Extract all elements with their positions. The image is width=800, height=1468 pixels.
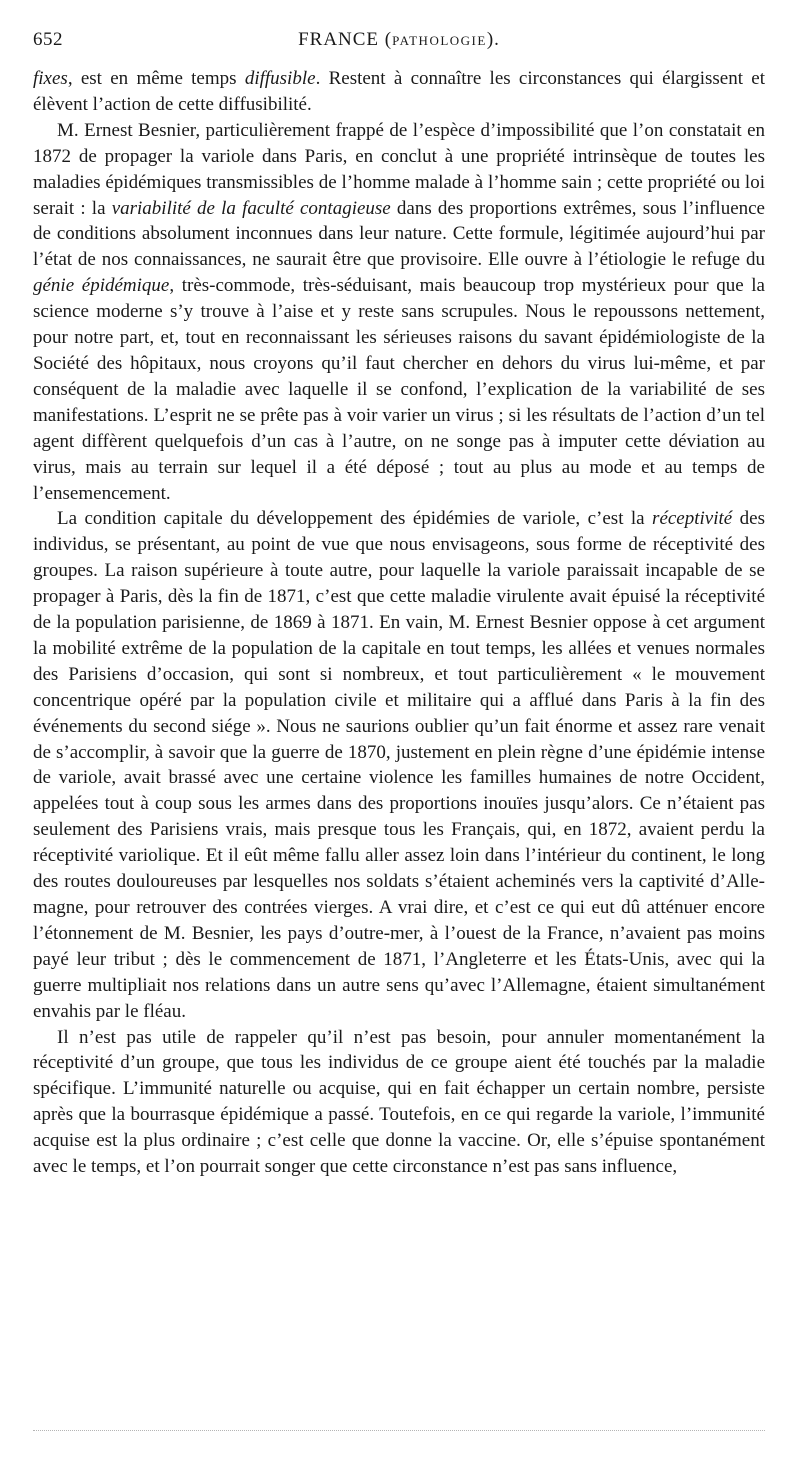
running-head-subtitle: PATHOLOGIE [392,33,487,48]
italic-text-run: variabilité de la faculté contagieuse [111,197,391,219]
document-page [33,28,765,1180]
text-run: Il n’est pas utile de rappeler qu’il n’est pas besoin, pour annuler momentanément la réceptivité d’un groupe, que tous les individus de ce groupe aient été touchés par la maladie spécifique. L’immunité naturelle ou acquise, qui en fait échapper un certain nombre, persiste après que la bourrasque épidémique a passé. Toutefois, en ce qui regarde la variole, l’immunité acquise est la plus ordinaire ; c’est celle que donne la vaccine. Or, elle s’épuise spontanément avec le temps, et l’on pourrait songer que cette circonstance n’est pas sans influence, [33,1026,765,1178]
paragraph [33,1025,765,1180]
text-run: , très-commode, très-séduisant, mais beaucoup trop mystérieux pour que la science moderne s’y trouve à l’aise et y reste sans scrupules. Nous le repoussons nettement, pour notre part, et, tout en reconnaissant les sérieuses raisons du savant épidémiologiste de la Société des hôpitaux, nous croyons qu’il faut chercher en dehors du virus lui-même, et par conséquent de la maladie avec laquelle il se confond, l’explication de la variabilité de ses manifestations. L’esprit ne se prête pas à voir varier un virus ; si les résultats de l’action d’un tel agent diffèrent quelquefois d’un cas à l’autre, on ne songe pas à imputer cette déviation au virus, mais au terrain sur lequel il a été déposé ; tout au plus au mode et au temps de l’ensemencement. [33,275,765,504]
italic-text-run: fixes [33,68,68,89]
italic-text-run: génie épidémique [33,275,170,297]
text-run: , est en même temps [67,68,245,89]
running-head-paren-open: ( [379,29,393,50]
body-text [33,66,765,1180]
running-head-title: FRANCE [298,29,380,50]
page-number: 652 [33,29,63,50]
footer-rule [33,1430,765,1431]
paragraph [33,506,765,1024]
running-head-paren-close: ). [486,29,500,50]
text-run: M. Ernest Besnier, particulièrement frappé de l’espèce d’impossibilité que l’on constatait en 1872 de propager la variole dans Paris, en conclut à une propriété intrinsèque de toutes les maladies épidémiques transmissibles de l’homme malade à l’homme sain ; cette propriété ou loi serait : la [33,119,765,219]
italic-text-run: diffusible [244,68,316,89]
text-run: La condition capitale du développement des épidémies de variole, c’est la [57,508,653,530]
italic-text-run: réceptivité [652,508,733,530]
running-head [33,28,765,53]
paragraph [33,118,765,507]
page-header [33,28,765,52]
paragraph [33,66,765,118]
text-run: des individus, se présentant, au point de vue que nous envisageons, sous forme de réceptivité des groupes. La raison supérieure à toute autre, pour laquelle la variole paraissait incapable de se propager à Paris, dès la fin de 1871, c’est que cette maladie virulente avait épuisé la réceptivité de la population parisienne, de 1869 à 1871. En vain, M. Ernest Besnier oppose à cet argument la mobilité extrême de la population de la capitale en tout temps, les allées et venues normales des Parisiens d’occasion, qui sont si nombreux, et tout particulièrement « le mouvement concentrique opéré par la population civile et militaire qui a afflué dans Paris à la fin des événements du second siége ». Nous ne saurions oublier qu’un fait énorme et assez rare venait de s’accomplir, à savoir que la guerre de 1870, justement en plein règne d’une épidémie intense de variole, avait brassé avec une certaine violence les familles humaines de notre Occident, appelées tout à coup sous les armes dans des proportions inouïes jusqu’alors. Ce n’étaient pas seulement des Parisiens vrais, mais presque tous les Français, qui, en 1872, avaient perdu la réceptivité variolique. Et il eût même fallu aller assez loin dans l’intérieur du continent, le long des routes douloureuses par lesquelles nos soldats s’étaient acheminés vers la captivité d’Allemagne, pour retrouver des contrées vierges. A vrai dire, et c’est ce qui eut dû atténuer encore l’étonnement de M. Besnier, les pays d’outre-mer, à l’ouest de la France, n’avaient pas moins payé leur tribut ; dès le commencement de 1871, l’Angleterre et les États-Unis, avec qui la guerre multipliait nos relations dans un autre sens qu’avec l’Allemagne, étaient simultanément envahis par le fléau. [33,508,765,1022]
text-run: . Restent à connaître les circonstances qui élargissent et élèvent l’action de cette diffusibilité. [33,68,765,115]
text-run: dans des proportions extrêmes, sous l’influence de conditions absolument inconnues dans leur nature. Cette formule, légitimée aujourd’hui par l’état de nos connaissances, ne saurait être que provisoire. Elle ouvre à l’étiologie le refuge du [33,197,765,271]
